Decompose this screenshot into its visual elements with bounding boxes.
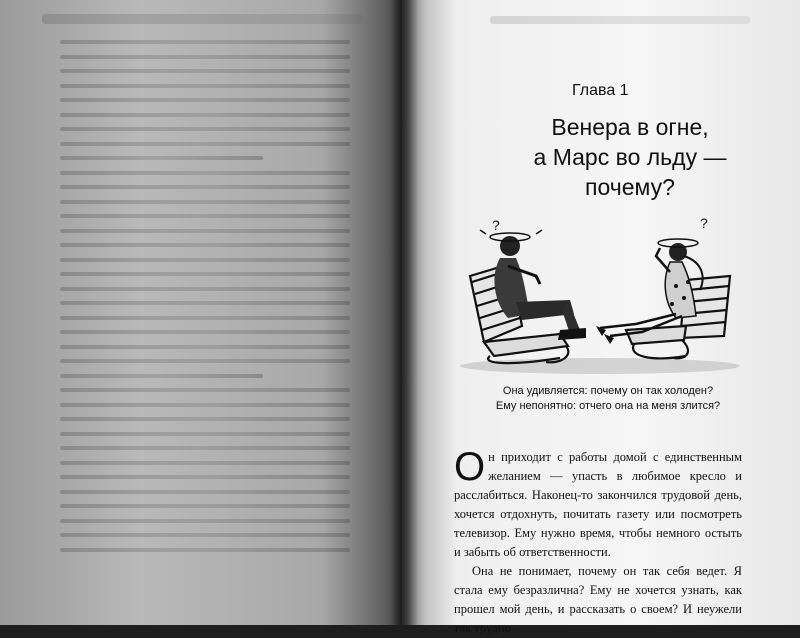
left-page [0, 0, 402, 625]
right-page [402, 0, 800, 635]
woman-question-mark: ? [700, 215, 708, 231]
chapter-title-line2: а Марс во льду — почему? [533, 144, 727, 200]
chapter-label: Глава 1 [572, 82, 629, 99]
caption-line1: Она удивляется: почему он так холоден? [502, 385, 714, 397]
paragraph-2: Она не понимает, почему он так себя ведет. Я стала ему безразлична? Ему не хочется узнать, как прошел мой день, и рассказать о своем? И неужели так трудно [454, 564, 742, 635]
drop-cap: О [454, 445, 486, 489]
chapter-title [500, 112, 760, 202]
illustration-caption [468, 384, 748, 414]
chapter-body-text [454, 445, 742, 638]
paragraph-1 [454, 445, 742, 562]
right-running-header [490, 16, 750, 24]
left-running-header [42, 14, 362, 24]
paragraph-1-text: н приходит с работы домой с единственным желанием — упасть в любимое кресло и расслабиться. Наконец-то закончился трудовой день, хочется отдохнуть, почитать газету или посмотреть телевизор. Ему нужно время, чтобы немного остыть и забыть об ответственности. [454, 450, 742, 559]
chapter-title-line1: Венера в огне, [551, 114, 709, 140]
caption-line2: Ему непонятно: отчего она на меня злится? [495, 400, 721, 412]
man-question-mark: ? [492, 217, 500, 233]
couple-in-chairs-illustration [450, 206, 750, 382]
book-gutter-shadow [390, 0, 418, 625]
left-page-bleed-text [60, 40, 350, 562]
